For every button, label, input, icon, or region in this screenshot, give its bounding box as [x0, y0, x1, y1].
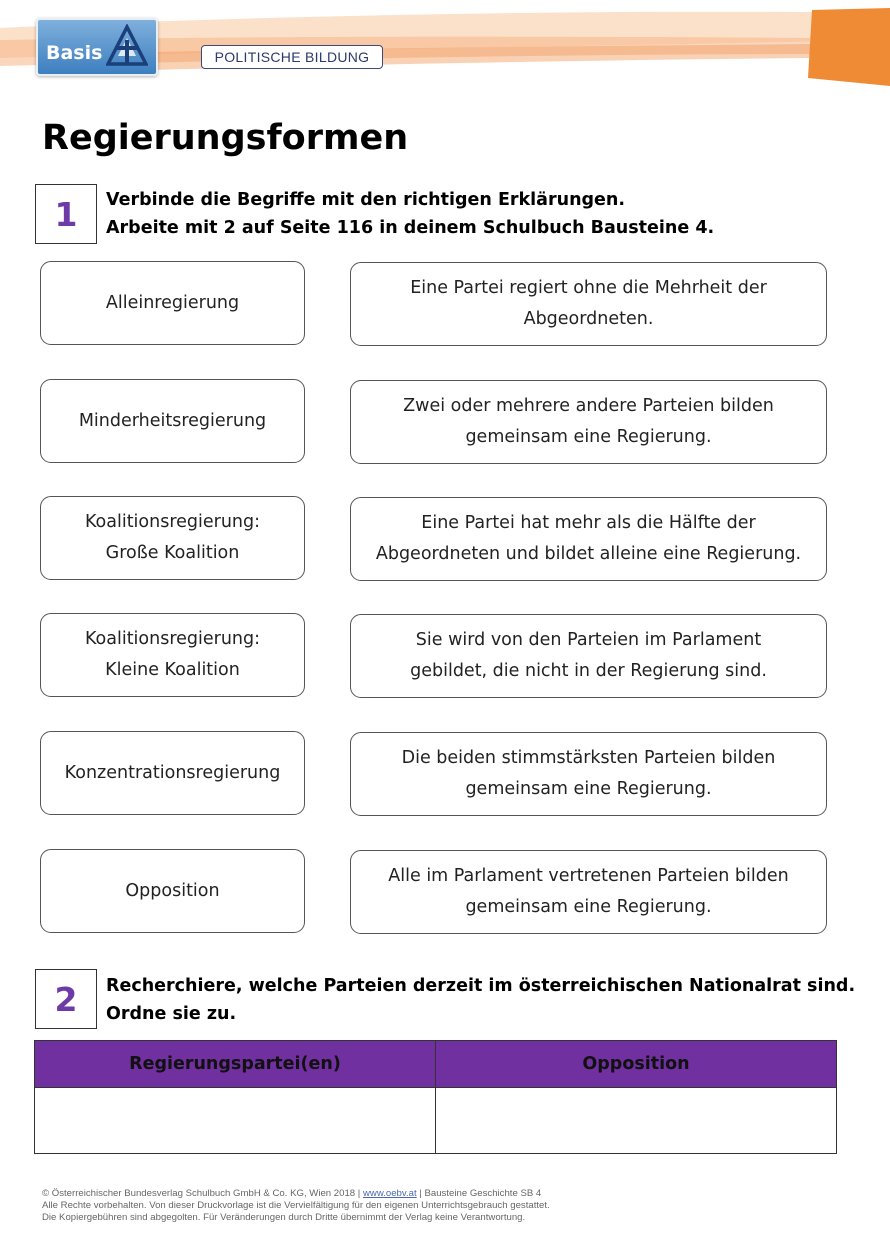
term-label: Koalitionsregierung: — [84, 512, 261, 532]
subject-tag: POLITISCHE BILDUNG — [201, 45, 383, 69]
footer-line-1: © Österreichischer Bundesverlag Schulbuch GmbH & Co. KG, Wien 2018 | www.oebv.at | Bausteine Geschichte SB 4 — [42, 1188, 542, 1199]
table-header-regierungsparteien: Regierungspartei(en) — [35, 1041, 436, 1088]
term-card-grosse-koalition[interactable] — [40, 496, 305, 580]
publisher-link[interactable]: www.oebv.at — [362, 1188, 417, 1199]
term-label: Konzentrationsregierung — [64, 762, 281, 783]
answer-cell-opposition[interactable] — [436, 1088, 837, 1154]
explanation-line: Die beiden stimmstärksten Parteien bilden — [401, 748, 776, 768]
explanation-card-1[interactable] — [350, 262, 827, 346]
footer-line-2: Alle Rechte vorbehalten. Von dieser Druckvorlage ist die Vervielfältigung für den eigenen Unterrichtsgebrauch gestattet. — [42, 1200, 550, 1211]
explanation-line: Alle im Parlament vertretenen Parteien bilden — [388, 866, 789, 886]
explanation-card-2[interactable] — [350, 380, 827, 464]
explanation-card-6[interactable] — [350, 850, 827, 934]
explanation-line: Abgeordneten. — [523, 309, 654, 329]
term-card-minderheitsregierung[interactable] — [40, 379, 305, 463]
term-label: Koalitionsregierung: — [84, 629, 261, 649]
table-header-row — [35, 1041, 837, 1088]
orange-corner-shape — [808, 8, 890, 86]
term-card-alleinregierung[interactable] — [40, 261, 305, 345]
explanation-line: Abgeordneten und bildet alleine eine Regierung. — [375, 544, 802, 564]
term-label: Kleine Koalition — [105, 660, 240, 680]
page-title: Regierungsformen — [42, 118, 409, 158]
explanation-card-3[interactable] — [350, 497, 827, 581]
task-1-instructions — [106, 186, 714, 242]
task-2-line-1: Recherchiere, welche Parteien derzeit im österreichischen Nationalrat sind. — [106, 976, 856, 996]
term-card-konzentrationsregierung[interactable] — [40, 731, 305, 815]
term-label: Große Koalition — [105, 543, 240, 563]
task-2-instructions — [106, 972, 855, 1028]
task-number-1: 1 — [35, 184, 97, 244]
explanation-card-4[interactable] — [350, 614, 827, 698]
explanation-line: Eine Partei hat mehr als die Hälfte der — [421, 513, 756, 533]
explanation-line: gebildet, die nicht in der Regierung sind. — [410, 661, 767, 681]
logo-text: Basis — [46, 42, 103, 64]
basis-logo — [36, 18, 158, 76]
table-header-opposition: Opposition — [436, 1041, 837, 1088]
explanation-line: Eine Partei regiert ohne die Mehrheit der — [410, 278, 767, 298]
answer-table — [34, 1040, 837, 1154]
task-number-2: 2 — [35, 969, 97, 1029]
task-1-line-2: Arbeite mit 2 auf Seite 116 in deinem Schulbuch Bausteine 4. — [106, 218, 715, 238]
table-row — [35, 1088, 837, 1154]
explanation-line: Sie wird von den Parteien im Parlament — [415, 630, 762, 650]
triangle-logo-icon — [106, 24, 148, 68]
task-2-line-2: Ordne sie zu. — [106, 1004, 237, 1024]
explanation-line: gemeinsam eine Regierung. — [465, 427, 712, 447]
term-card-opposition[interactable] — [40, 849, 305, 933]
term-card-kleine-koalition[interactable] — [40, 613, 305, 697]
term-label: Opposition — [125, 880, 220, 901]
footer-line-3: Die Kopiergebühren sind abgegolten. Für Veränderungen durch Dritte übernimmt der Verlag keine Verantwortung. — [42, 1212, 526, 1223]
term-label: Minderheitsregierung — [78, 410, 267, 431]
term-label: Alleinregierung — [105, 292, 240, 313]
copyright-footer — [42, 1188, 550, 1224]
explanation-card-5[interactable] — [350, 732, 827, 816]
task-1-line-1: Verbinde die Begriffe mit den richtigen Erklärungen. — [106, 190, 626, 210]
explanation-line: gemeinsam eine Regierung. — [465, 897, 712, 917]
explanation-line: Zwei oder mehrere andere Parteien bilden — [403, 396, 774, 416]
explanation-line: gemeinsam eine Regierung. — [465, 779, 712, 799]
answer-cell-regierungsparteien[interactable] — [35, 1088, 436, 1154]
